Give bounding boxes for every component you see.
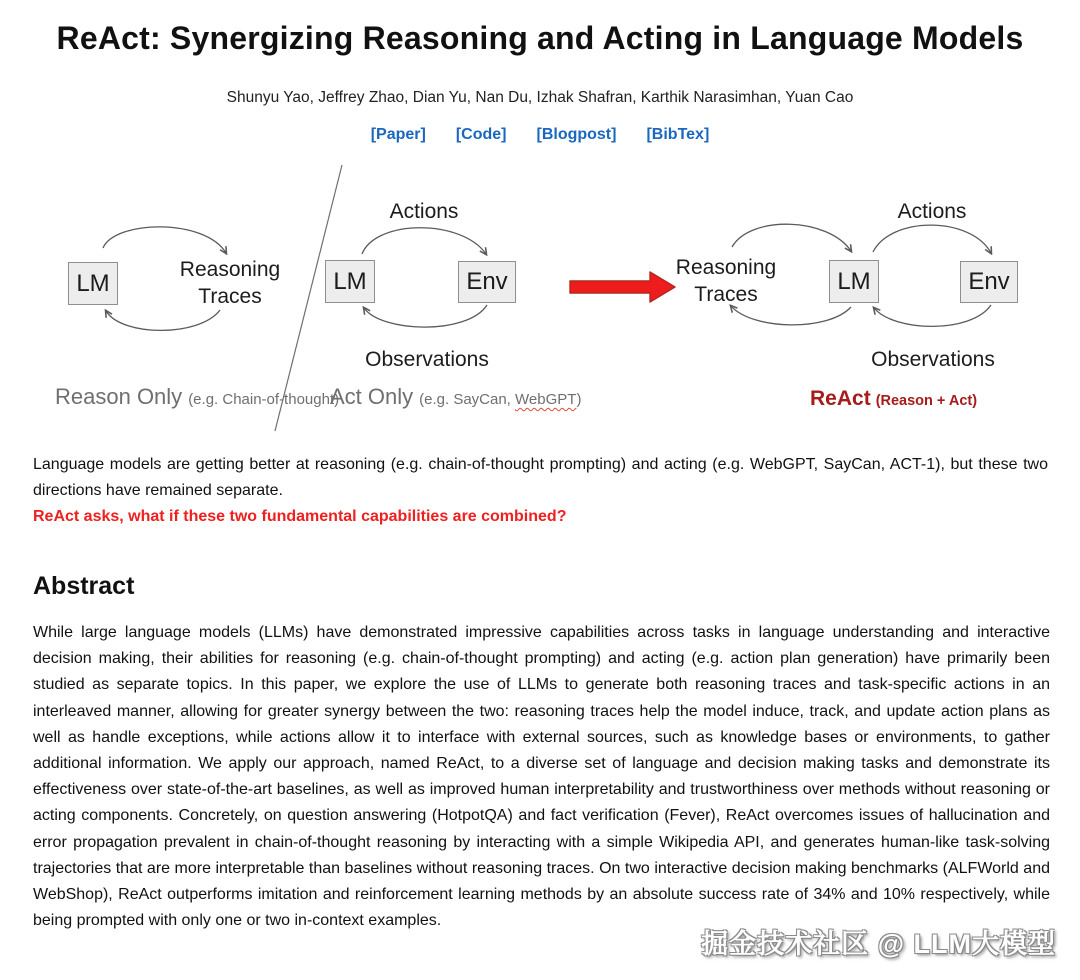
reasoning-traces-line2: Traces [198, 285, 262, 308]
react-reason-loop-top-arc [732, 224, 851, 251]
act-only-caption-sub [419, 391, 581, 408]
env-box-react: Env [960, 261, 1018, 303]
paper-link[interactable]: [Paper] [370, 126, 426, 143]
react-reason-loop-bottom-arc [731, 306, 851, 325]
react-caption-sub: (Reason + Act) [875, 393, 978, 409]
act-only-sub-webgpt: WebGPT [515, 391, 577, 408]
reason-only-caption-sub: (e.g. Chain-of-thought) [188, 391, 340, 408]
reasoning-traces-line1: Reasoning [675, 256, 777, 279]
actions-label-react: Actions [897, 200, 967, 223]
reason-only-caption-main: Reason Only [55, 384, 183, 409]
act-only-caption [330, 384, 581, 410]
reason-only-caption [55, 384, 339, 410]
reason-loop-top-arc [103, 227, 226, 253]
act-loop-bottom-arc [364, 305, 487, 327]
act-only-sub-suffix: ) [576, 391, 582, 408]
abstract-body: While large language models (LLMs) have demonstrated impressive capabilities across tasks in language understanding and interactive decision making, their abilities for reasoning (e.g. chain-of-thought prompting) and acting (e.g. action plan generation) have primarily been studied as separate topics. In this paper, we explore the use of LLMs to generate both reasoning traces and task-specific actions in an interleaved manner, allowing for greater synergy between the two: reasoning traces help the model induce, track, and update action plans as well as handle exceptions, while actions allow it to interface with external sources, such as knowledge bases or environments, to gather additional information. We apply our approach, named ReAct, to a diverse set of language and decision making tasks and demonstrate its effectiveness over state-of-the-art baselines, as well as improved human interpretability and trustworthiness over methods without reasoning or acting components. Concretely, on question answering (HotpotQA) and fact verification (Fever), ReAct overcomes issues of hallucination and error propagation prevalent in chain-of-thought reasoning by interacting with a simple Wikipedia API, and generates human-like task-solving trajectories that are more interpretable than baselines without reasoning traces. On two interactive decision making benchmarks (ALFWorld and WebShop), ReAct outperforms imitation and reinforcement learning methods by an absolute success rate of 34% and 10% respectively, while being prompted with only one or two in-context examples. [33, 624, 1050, 930]
intro-block [33, 452, 1048, 530]
observations-label-act-only: Observations [365, 348, 489, 371]
react-caption [810, 387, 977, 411]
reason-loop-bottom-arc [106, 310, 220, 330]
abstract-heading: Abstract [33, 572, 135, 600]
reasoning-traces-line2: Traces [694, 283, 758, 306]
react-caption-main: ReAct [810, 387, 871, 410]
react-act-loop-bottom-arc [874, 305, 991, 326]
reasoning-traces-label-react [656, 254, 796, 308]
intro-paragraph: Language models are getting better at reasoning (e.g. chain-of-thought prompting) and acting (e.g. WebGPT, SayCan, ACT-1), but these two directions have remained separate. [33, 456, 1048, 499]
watermark: 掘金技术社区 @ LLM大模型 [701, 929, 1056, 959]
figure-diagram [0, 160, 1080, 450]
reasoning-traces-label-reason-only [160, 256, 300, 310]
actions-label-act-only: Actions [389, 200, 459, 223]
env-box-act-only: Env [458, 261, 516, 303]
page-title: ReAct: Synergizing Reasoning and Acting in Language Models [56, 20, 1024, 56]
act-loop-top-arc [362, 228, 486, 254]
react-question: ReAct asks, what if these two fundamental capabilities are combined? [33, 508, 567, 525]
links-row [0, 126, 1080, 144]
lm-box-act-only: LM [325, 260, 375, 303]
act-only-sub-prefix: (e.g. SayCan, [419, 391, 516, 408]
act-only-caption-main: Act Only [330, 384, 414, 409]
bibtex-link[interactable]: [BibTex] [646, 126, 710, 143]
react-act-loop-top-arc [873, 225, 991, 253]
reasoning-traces-line1: Reasoning [179, 258, 281, 281]
blogpost-link[interactable]: [Blogpost] [536, 126, 617, 143]
lm-box-react: LM [829, 260, 879, 303]
code-link[interactable]: [Code] [455, 126, 507, 143]
lm-box-reason-only: LM [68, 262, 118, 305]
observations-label-react: Observations [871, 348, 995, 371]
authors-line: Shunyu Yao, Jeffrey Zhao, Dian Yu, Nan Du, Izhak Shafran, Karthik Narasimhan, Yuan Cao [226, 89, 854, 106]
